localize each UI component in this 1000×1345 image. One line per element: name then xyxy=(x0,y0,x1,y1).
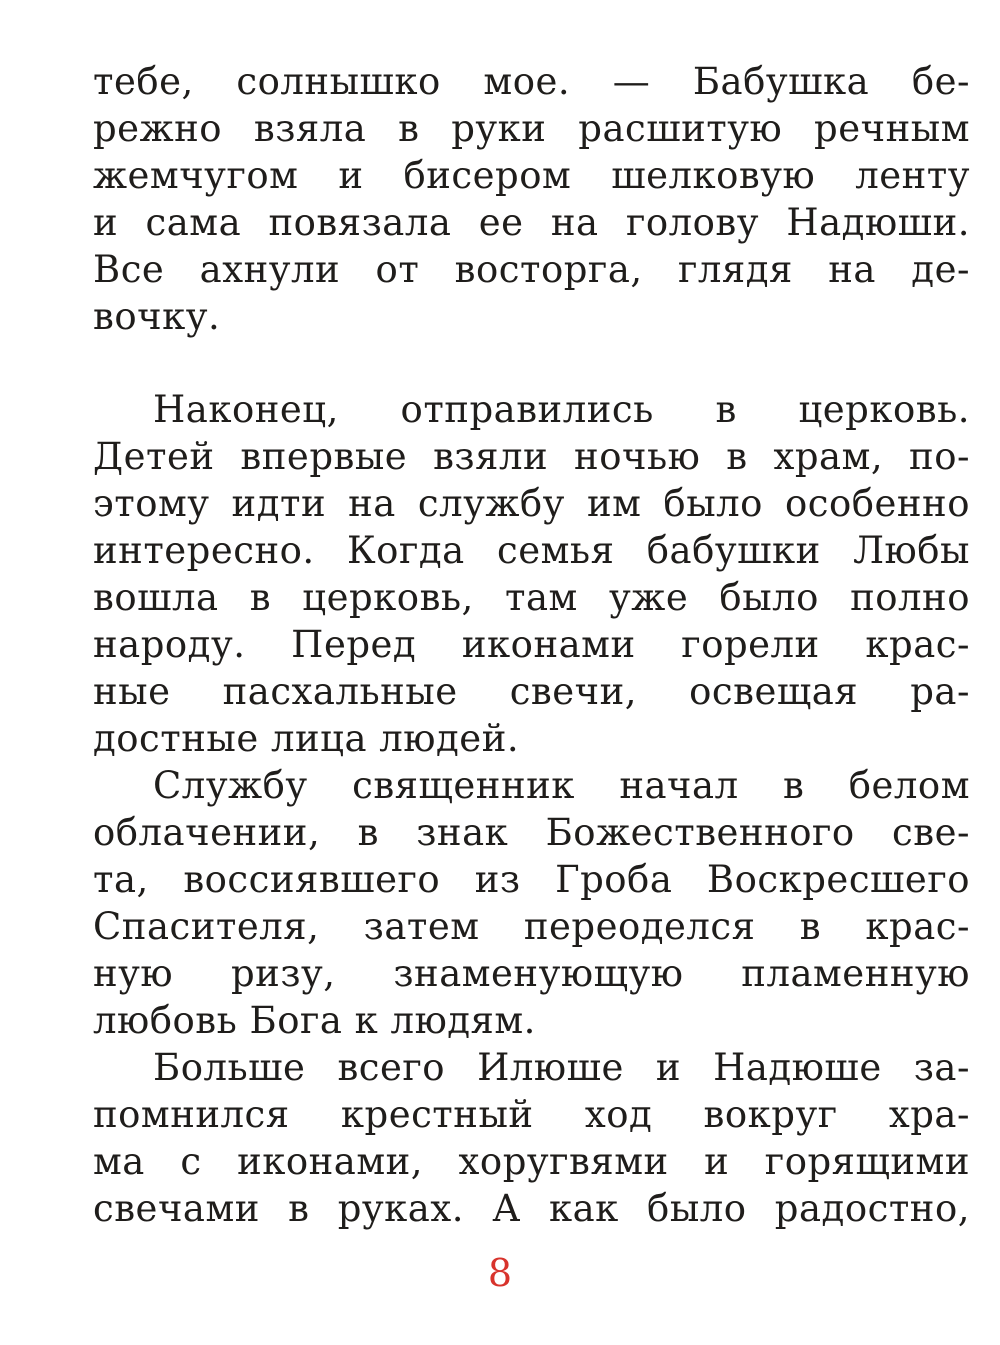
text-line: вошла в церковь, там уже было полно xyxy=(93,576,970,619)
text-line: режно взяла в руки расшитую речным xyxy=(93,107,970,150)
text-line: народу. Перед иконами горели крас- xyxy=(93,623,970,666)
text-line: Детей впервые взяли ночью в храм, по- xyxy=(93,435,970,478)
text-line: та, воссиявшего из Гроба Воскресшего xyxy=(93,858,970,901)
text-line: вочку. xyxy=(93,295,221,338)
text-line: ма с иконами, хоругвями и горящими xyxy=(93,1140,970,1183)
text-line: Все ахнули от восторга, глядя на де- xyxy=(93,248,970,291)
text-line: Службу священник начал в белом xyxy=(153,764,970,807)
text-line: Наконец, отправились в церковь. xyxy=(153,388,970,431)
text-line: этому идти на службу им было особенно xyxy=(93,482,970,525)
text-line: Спасителя, затем переоделся в крас- xyxy=(93,905,970,948)
text-line: ную ризу, знаменующую пламенную xyxy=(93,952,970,995)
text-line: любовь Бога к людям. xyxy=(93,999,536,1042)
text-line: Больше всего Илюше и Надюше за- xyxy=(153,1046,970,1089)
text-line: жемчугом и бисером шелковую ленту xyxy=(93,154,970,197)
text-line: тебе, солнышко мое. — Бабушка бе- xyxy=(93,60,970,103)
text-line: интересно. Когда семья бабушки Любы xyxy=(93,529,970,572)
text-line: ные пасхальные свечи, освещая ра- xyxy=(93,670,970,713)
text-line: достные лица людей. xyxy=(93,717,520,760)
text-line: помнился крестный ход вокруг хра- xyxy=(93,1093,970,1136)
text-line: и сама повязала ее на голову Надюши. xyxy=(93,201,970,244)
text-line: облачении, в знак Божественного све- xyxy=(93,811,970,854)
text-line: свечами в руках. А как было радостно, xyxy=(93,1187,970,1230)
page-number: 8 xyxy=(487,1251,513,1295)
